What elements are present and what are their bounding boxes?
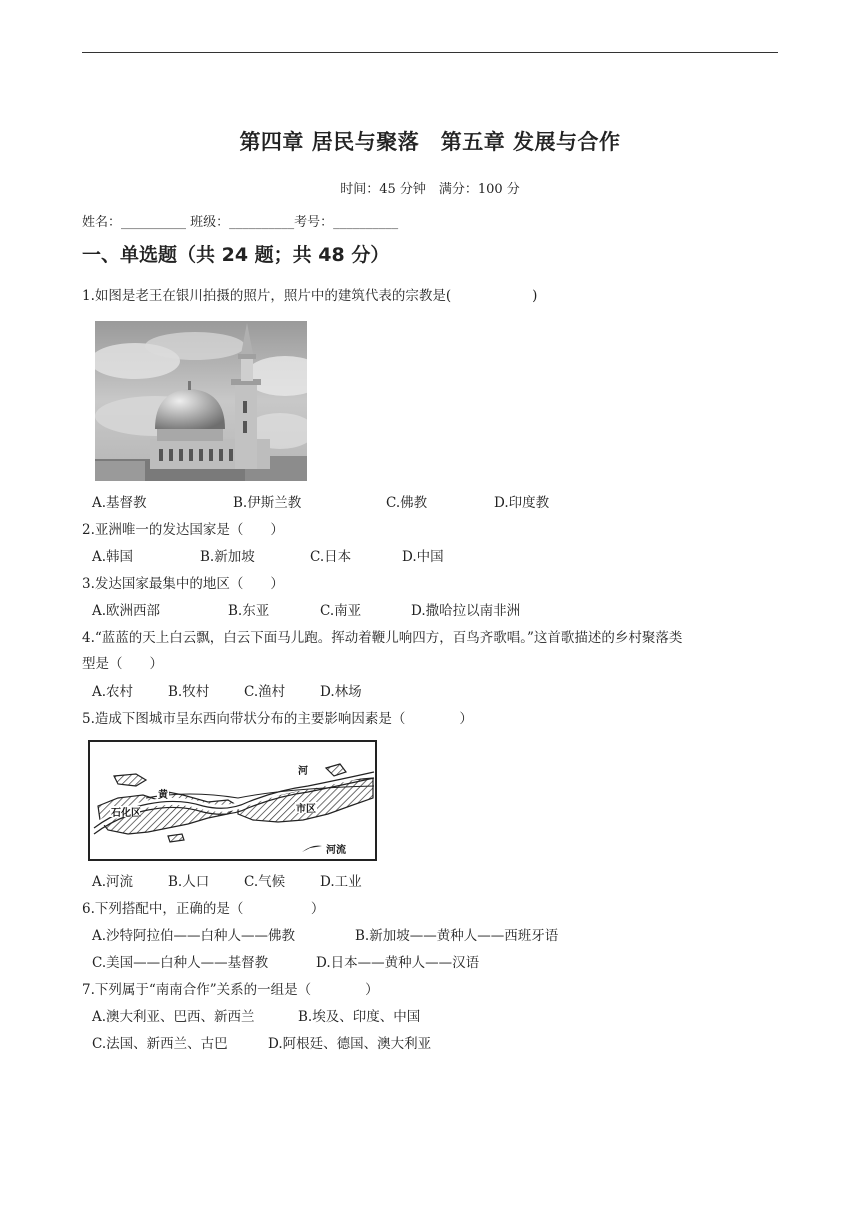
legend-river-label: 河流 bbox=[326, 845, 346, 856]
q4-option-b: B.牧村 bbox=[168, 684, 210, 700]
q7-option-d: D.阿根廷、德国、澳大利亚 bbox=[268, 1036, 432, 1052]
q2-option-c: C.日本 bbox=[310, 549, 352, 565]
q7-option-c: C.法国、新西兰、古巴 bbox=[92, 1036, 228, 1052]
header-rule bbox=[82, 52, 778, 53]
question-2-stem: 2.亚洲唯一的发达国家是（ ） bbox=[82, 522, 284, 538]
q3-option-d: D.撒哈拉以南非洲 bbox=[411, 603, 521, 619]
q2-option-d: D.中国 bbox=[402, 549, 444, 565]
city-river-map bbox=[88, 740, 378, 862]
q4-option-a: A.农村 bbox=[92, 684, 134, 700]
question-6-stem: 6.下列搭配中，正确的是（ ） bbox=[82, 901, 325, 917]
question-5-stem: 5.造成下图城市呈东西向带状分布的主要影响因素是（ ） bbox=[82, 711, 473, 727]
q6-option-b: B.新加坡——黄种人——西班牙语 bbox=[355, 928, 559, 944]
label-shihua: 石化区 bbox=[111, 808, 141, 819]
q1-option-d: D.印度教 bbox=[494, 495, 550, 511]
q5-option-a: A.河流 bbox=[92, 874, 134, 890]
q1-option-a: A.基督教 bbox=[92, 495, 147, 511]
q3-option-c: C.南亚 bbox=[320, 603, 362, 619]
q7-option-b: B.埃及、印度、中国 bbox=[298, 1009, 421, 1025]
label-huang: 黄 bbox=[158, 790, 168, 801]
q6-option-c: C.美国——白种人——基督教 bbox=[92, 955, 269, 971]
q1-option-b: B.伊斯兰教 bbox=[233, 495, 302, 511]
label-he: 河 bbox=[298, 766, 308, 777]
q3-option-b: B.东亚 bbox=[228, 603, 270, 619]
q3-option-a: A.欧洲西部 bbox=[92, 603, 161, 619]
q2-option-a: A.韩国 bbox=[92, 549, 134, 565]
page-title: 第四章 居民与聚落 第五章 发展与合作 bbox=[239, 130, 621, 154]
exam-meta: 时间：45 分钟 满分：100 分 bbox=[340, 182, 520, 197]
question-4-stem: 4.“蓝蓝的天上白云飘，白云下面马儿跑。挥动着鞭儿响四方，百鸟齐歌唱。”这首歌描述的乡村聚落类 bbox=[82, 630, 683, 646]
q4-option-c: C.渔村 bbox=[244, 684, 286, 700]
q1-option-c: C.佛教 bbox=[386, 495, 428, 511]
section-heading: 一、单选题（共 24 题；共 48 分） bbox=[82, 244, 390, 266]
q6-option-d: D.日本——黄种人——汉语 bbox=[316, 955, 480, 971]
q5-option-b: B.人口 bbox=[168, 874, 210, 890]
question-4-stem-cont: 型是（ ） bbox=[82, 656, 163, 672]
q4-option-d: D.林场 bbox=[320, 684, 362, 700]
q7-option-a: A.澳大利亚、巴西、新西兰 bbox=[92, 1009, 255, 1025]
question-1-stem: 1.如图是老王在银川拍摄的照片，照片中的建筑代表的宗教是( ) bbox=[82, 288, 538, 304]
question-7-stem: 7.下列属于“南南合作”关系的一组是（ ） bbox=[82, 982, 379, 998]
student-info: 姓名：__________ 班级：__________考号：__________ bbox=[82, 215, 399, 230]
mosque-photo bbox=[95, 321, 307, 481]
q2-option-b: B.新加坡 bbox=[200, 549, 255, 565]
question-3-stem: 3.发达国家最集中的地区（ ） bbox=[82, 576, 284, 592]
q5-option-c: C.气候 bbox=[244, 874, 286, 890]
q6-option-a: A.沙特阿拉伯——白种人——佛教 bbox=[92, 928, 296, 944]
label-shiqu: 市区 bbox=[296, 804, 316, 815]
q5-option-d: D.工业 bbox=[320, 874, 362, 890]
